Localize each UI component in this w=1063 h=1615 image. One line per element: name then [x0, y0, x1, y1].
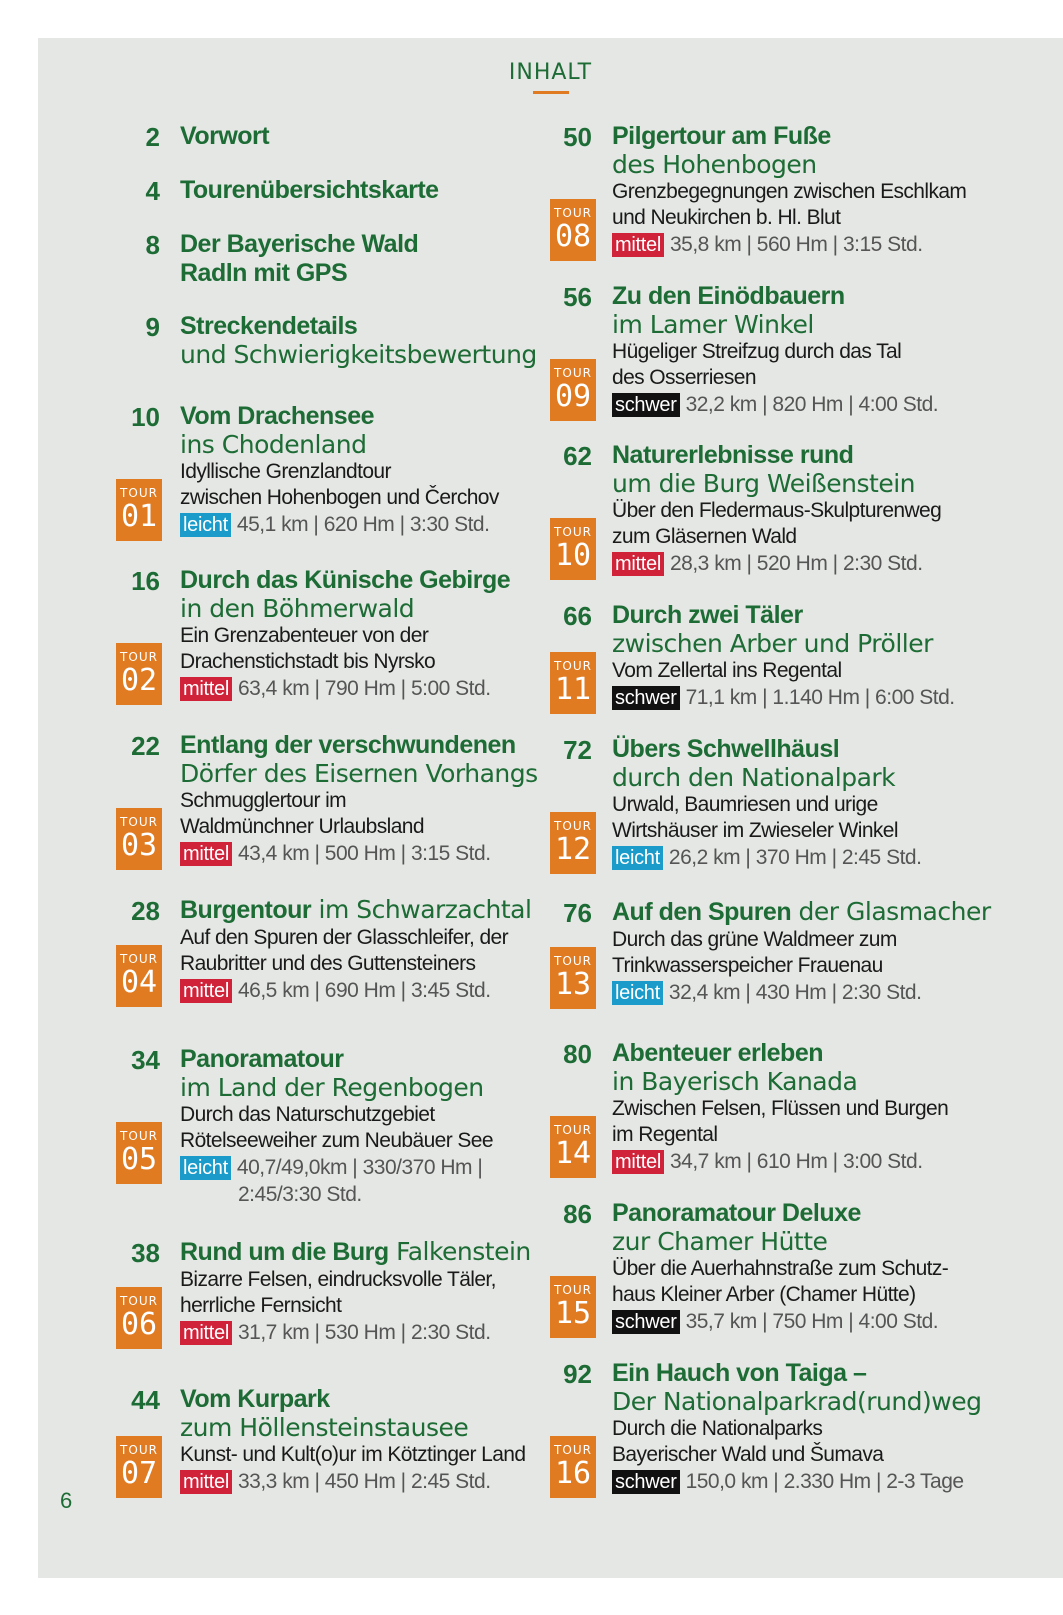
tour-label: TOUR: [120, 1129, 158, 1143]
entry-title: [612, 735, 921, 764]
entry-page-number: 9: [145, 312, 160, 342]
entry-stats: [612, 979, 991, 1006]
entry-description: Vom Zellertal ins Regental: [612, 659, 842, 682]
entry-description: Raubritter und des Guttensteiners: [180, 952, 476, 975]
tour-number-badge: [550, 518, 596, 580]
tour-number-badge: [550, 652, 596, 714]
difficulty-badge: leicht: [612, 981, 663, 1005]
entry-stats: [180, 1154, 493, 1181]
entry-description: Zwischen Felsen, Flüssen und Burgen: [612, 1097, 949, 1120]
tour-number-badge: [550, 812, 596, 874]
entry-stats: [612, 1468, 981, 1495]
entry-title-bold-line2: Radln mit GPS: [180, 259, 348, 287]
entry-page-number: 8: [145, 230, 160, 260]
entry-page-number: 4: [145, 176, 160, 206]
entry-page-number: 56: [563, 282, 592, 312]
tour-stats: 28,3 km | 520 Hm | 2:30 Std.: [669, 552, 923, 575]
entry-title-bold: Vom Kurpark: [180, 1385, 330, 1413]
entry-subtitle: in Bayerisch Kanada: [612, 1067, 858, 1096]
toc-entry[interactable]: [145, 230, 419, 288]
entry-page-number: 76: [563, 898, 592, 928]
entry-description: zwischen Hohenbogen und Čerchov: [180, 486, 499, 509]
entry-description: Über den Fledermaus-Skulpturenweg: [612, 499, 942, 522]
tour-number: 10: [554, 538, 592, 573]
entry-description: Rötelseeweiher zum Neubäuer See: [180, 1129, 493, 1152]
tour-number: 01: [120, 499, 158, 534]
entry-stats: [612, 1148, 948, 1175]
entry-description: Durch das Naturschutzgebiet: [180, 1103, 435, 1126]
tour-stats: 46,5 km | 690 Hm | 3:45 Std.: [237, 979, 491, 1002]
tour-number: 06: [120, 1307, 158, 1342]
tour-stats: 150,0 km | 2.330 Hm | 2-3 Tage: [685, 1470, 964, 1493]
entry-description: herrliche Fernsicht: [180, 1294, 342, 1317]
entry-description: Durch die Nationalparks: [612, 1417, 823, 1440]
entry-subtitle: zur Chamer Hütte: [612, 1227, 828, 1256]
difficulty-badge: mittel: [180, 1470, 232, 1494]
entry-title: [612, 1359, 981, 1388]
tour-number: 11: [554, 672, 592, 707]
entry-title-bold: Tourenübersichtskarte: [180, 176, 439, 204]
entry-title-bold: Übers Schwellhäusl: [612, 735, 840, 763]
tour-stats: 26,2 km | 370 Hm | 2:45 Std.: [668, 846, 922, 869]
entry-title-bold: Vom Drachensee: [180, 402, 375, 430]
toc-heading: [38, 60, 1063, 94]
entry-subtitle: des Hohenbogen: [612, 150, 817, 179]
entry-page-number: 16: [131, 566, 160, 596]
entry-subtitle: Dörfer des Eisernen Vorhangs: [180, 759, 538, 788]
entry-page-number: 10: [131, 402, 160, 432]
entry-page-number: 50: [563, 122, 592, 152]
tour-label: TOUR: [120, 650, 158, 664]
entry-page-number: 28: [131, 896, 160, 926]
page-title: INHALT: [508, 60, 593, 85]
tour-label: TOUR: [120, 1443, 158, 1457]
tour-label: TOUR: [554, 206, 592, 220]
tour-number-badge: [116, 945, 162, 1007]
entry-title-bold: Durch zwei Täler: [612, 601, 803, 629]
entry-subtitle: Der Nationalparkrad(rund)weg: [612, 1387, 982, 1416]
tour-label: TOUR: [120, 952, 158, 966]
tour-number-badge: [116, 479, 162, 541]
entry-title: [612, 122, 966, 151]
entry-title-bold: Durch das Künische Gebirge: [180, 566, 511, 594]
entry-description: Grenzbegegnungen zwischen Eschlkam: [612, 180, 967, 203]
difficulty-badge: mittel: [180, 1321, 232, 1345]
entry-description: Ein Grenzabenteuer von der: [180, 624, 429, 647]
tour-number-badge: [116, 643, 162, 705]
entry-description: haus Kleiner Arber (Chamer Hütte): [612, 1283, 916, 1306]
entry-title-bold: Naturerlebnisse rund: [612, 441, 854, 469]
entry-page-number: 38: [131, 1238, 160, 1268]
entry-description: im Regental: [612, 1123, 718, 1146]
entry-title-bold: Rund um die Burg: [180, 1238, 389, 1266]
tour-stats: 34,7 km | 610 Hm | 3:00 Std.: [669, 1150, 923, 1173]
tour-stats: 33,3 km | 450 Hm | 2:45 Std.: [237, 1470, 491, 1493]
entry-description: Schmugglertour im: [180, 789, 347, 812]
entry-stats: [612, 844, 921, 871]
tour-label: TOUR: [554, 525, 592, 539]
entry-stats: [612, 1308, 948, 1335]
entry-page-number: 72: [563, 735, 592, 765]
tour-label: TOUR: [120, 1294, 158, 1308]
entry-description: Auf den Spuren der Glasschleifer, der: [180, 926, 509, 949]
tour-label: TOUR: [120, 815, 158, 829]
entry-stats: [180, 675, 510, 702]
entry-page-number: 34: [131, 1045, 160, 1075]
entry-title-bold: Ein Hauch von Taiga –: [612, 1359, 867, 1387]
entry-stats: [612, 231, 966, 258]
tour-label: TOUR: [554, 819, 592, 833]
tour-number-badge: [116, 808, 162, 870]
entry-subtitle: im Land der Regenbogen: [180, 1073, 484, 1102]
tour-number: 03: [120, 828, 158, 863]
tour-stats: 40,7/49,0km | 330/370 Hm |: [236, 1156, 483, 1179]
entry-subtitle: durch den Nationalpark: [612, 763, 896, 792]
entry-description: Idyllische Grenzlandtour: [180, 460, 391, 483]
entry-title: [180, 1045, 493, 1074]
entry-subtitle: und Schwierigkeitsbewertung: [180, 340, 537, 369]
entry-page-number: 22: [131, 731, 160, 761]
toc-entry[interactable]: [145, 122, 270, 152]
entry-description: Über die Auerhahnstraße zum Schutz-: [612, 1257, 949, 1280]
entry-title: [180, 312, 537, 341]
entry-title: [180, 896, 531, 925]
entry-title: [612, 282, 938, 311]
tour-number: 05: [120, 1142, 158, 1177]
entry-stats: [180, 840, 538, 867]
toc-entry[interactable]: [145, 312, 537, 369]
tour-label: TOUR: [554, 366, 592, 380]
entry-description: Bizarre Felsen, eindrucksvolle Täler,: [180, 1268, 496, 1291]
page-number: 6: [60, 1488, 73, 1513]
entry-title-bold: Pilgertour am Fuße: [612, 122, 831, 150]
entry-subtitle: im Lamer Winkel: [612, 310, 814, 339]
entry-title-bold: Burgentour: [180, 896, 312, 924]
entry-title: [180, 176, 439, 205]
entry-subtitle: um die Burg Weißenstein: [612, 469, 915, 498]
entry-page-number: 86: [563, 1199, 592, 1229]
entry-title-light: im Schwarzachtal: [311, 895, 532, 924]
difficulty-badge: mittel: [612, 552, 664, 576]
tour-number-badge: [550, 359, 596, 421]
tour-label: TOUR: [120, 486, 158, 500]
entry-description: des Osserriesen: [612, 366, 756, 389]
toc-entry[interactable]: [145, 176, 439, 206]
tour-stats: 43,4 km | 500 Hm | 3:15 Std.: [237, 842, 491, 865]
tour-stats: 71,1 km | 1.140 Hm | 6:00 Std.: [685, 686, 955, 709]
entry-stats: [612, 684, 955, 711]
entry-page-number: 66: [563, 601, 592, 631]
entry-description: und Neukirchen b. Hl. Blut: [612, 206, 841, 229]
tour-number: 07: [120, 1456, 158, 1491]
entry-description: Trinkwasserspeicher Frauenau: [612, 954, 883, 977]
entry-title: [180, 402, 499, 431]
entry-title-bold: Panoramatour: [180, 1045, 344, 1073]
tour-number: 13: [554, 967, 592, 1002]
tour-number: 04: [120, 965, 158, 1000]
tour-label: TOUR: [554, 1123, 592, 1137]
entry-title-light: Falkenstein: [388, 1237, 531, 1266]
tour-number-badge: [550, 1436, 596, 1498]
tour-label: TOUR: [554, 659, 592, 673]
entry-subtitle: in den Böhmerwald: [180, 594, 415, 623]
difficulty-badge: mittel: [612, 1150, 664, 1174]
difficulty-badge: leicht: [180, 513, 231, 537]
entry-title-bold: Abenteuer erleben: [612, 1039, 824, 1067]
tour-number-badge: [116, 1436, 162, 1498]
entry-title-bold: Der Bayerische Wald: [180, 230, 419, 258]
entry-description: Bayerischer Wald und Šumava: [612, 1443, 884, 1466]
difficulty-badge: schwer: [612, 393, 680, 417]
tour-stats: 32,2 km | 820 Hm | 4:00 Std.: [685, 393, 939, 416]
entry-title-bold: Auf den Spuren: [612, 898, 792, 926]
title-underline: [533, 91, 569, 94]
tour-stats: 35,7 km | 750 Hm | 4:00 Std.: [685, 1310, 939, 1333]
tour-stats: 45,1 km | 620 Hm | 3:30 Std.: [236, 513, 490, 536]
tour-stats: 32,4 km | 430 Hm | 2:30 Std.: [668, 981, 922, 1004]
entry-page-number: 2: [145, 122, 160, 152]
entry-page-number: 92: [563, 1359, 592, 1389]
entry-title-light: der Glasmacher: [791, 897, 991, 926]
tour-number: 16: [554, 1456, 592, 1491]
entry-title: [180, 566, 510, 595]
tour-number-badge: [550, 947, 596, 1009]
entry-description: Wirtshäuser im Zwieseler Winkel: [612, 819, 898, 842]
entry-title: [180, 1385, 525, 1414]
entry-subtitle: ins Chodenland: [180, 430, 367, 459]
entry-title-bold: Streckendetails: [180, 312, 358, 340]
tour-stats: 63,4 km | 790 Hm | 5:00 Std.: [237, 677, 491, 700]
difficulty-badge: mittel: [180, 842, 232, 866]
entry-description: Waldmünchner Urlaubsland: [180, 815, 424, 838]
difficulty-badge: mittel: [180, 979, 232, 1003]
difficulty-badge: schwer: [612, 1470, 680, 1494]
entry-description: zum Gläsernen Wald: [612, 525, 797, 548]
entry-title-bold: Vorwort: [180, 122, 270, 150]
tour-label: TOUR: [554, 1283, 592, 1297]
difficulty-badge: schwer: [612, 686, 680, 710]
difficulty-badge: schwer: [612, 1310, 680, 1334]
entry-description: Durch das grüne Waldmeer zum: [612, 928, 897, 951]
entry-subtitle: zwischen Arber und Pröller: [612, 629, 933, 658]
entry-title: [612, 601, 955, 630]
entry-title: [612, 441, 941, 470]
tour-number: 14: [554, 1136, 592, 1171]
tour-number: 15: [554, 1296, 592, 1331]
entry-stats-continued: 2:45/3:30 Std.: [238, 1183, 362, 1206]
tour-number: 09: [554, 379, 592, 414]
tour-stats: 35,8 km | 560 Hm | 3:15 Std.: [669, 233, 923, 256]
entry-stats: [612, 550, 941, 577]
entry-subtitle: zum Höllensteinstausee: [180, 1413, 469, 1442]
tour-stats: 31,7 km | 530 Hm | 2:30 Std.: [237, 1321, 491, 1344]
entry-title-bold: Panoramatour Deluxe: [612, 1199, 861, 1227]
entry-title: [180, 731, 538, 760]
difficulty-badge: leicht: [180, 1156, 231, 1180]
tour-number: 08: [554, 219, 592, 254]
tour-number-badge: [550, 199, 596, 261]
entry-title: [180, 1238, 531, 1267]
entry-stats: [180, 977, 531, 1004]
entry-stats: [612, 391, 938, 418]
difficulty-badge: leicht: [612, 846, 663, 870]
entry-stats: [180, 1319, 531, 1346]
entry-page-number: 44: [131, 1385, 160, 1415]
difficulty-badge: mittel: [180, 677, 232, 701]
tour-number-badge: [550, 1276, 596, 1338]
entry-title: [180, 122, 269, 151]
entry-title-bold: Zu den Einödbauern: [612, 282, 845, 310]
entry-stats: [180, 511, 499, 538]
entry-title: [180, 230, 418, 259]
tour-number: 02: [120, 663, 158, 698]
entry-description: Hügeliger Streifzug durch das Tal: [612, 340, 902, 363]
entry-title-bold: Entlang der verschwundenen: [180, 731, 516, 759]
entry-title: [612, 898, 991, 927]
entry-stats: [180, 1468, 525, 1495]
entry-description: Drachenstichstadt bis Nyrsko: [180, 650, 436, 673]
tour-number: 12: [554, 832, 592, 867]
entry-description: Urwald, Baumriesen und urige: [612, 793, 878, 816]
entry-page-number: 80: [563, 1039, 592, 1069]
entry-title: [612, 1199, 948, 1228]
entry-page-number: 62: [563, 441, 592, 471]
tour-label: TOUR: [554, 1443, 592, 1457]
entry-title: [612, 1039, 948, 1068]
difficulty-badge: mittel: [612, 233, 664, 257]
entry-description: Kunst- und Kult(o)ur im Kötztinger Land: [180, 1443, 526, 1466]
tour-number-badge: [116, 1122, 162, 1184]
tour-number-badge: [116, 1287, 162, 1349]
tour-label: TOUR: [554, 954, 592, 968]
tour-number-badge: [550, 1116, 596, 1178]
